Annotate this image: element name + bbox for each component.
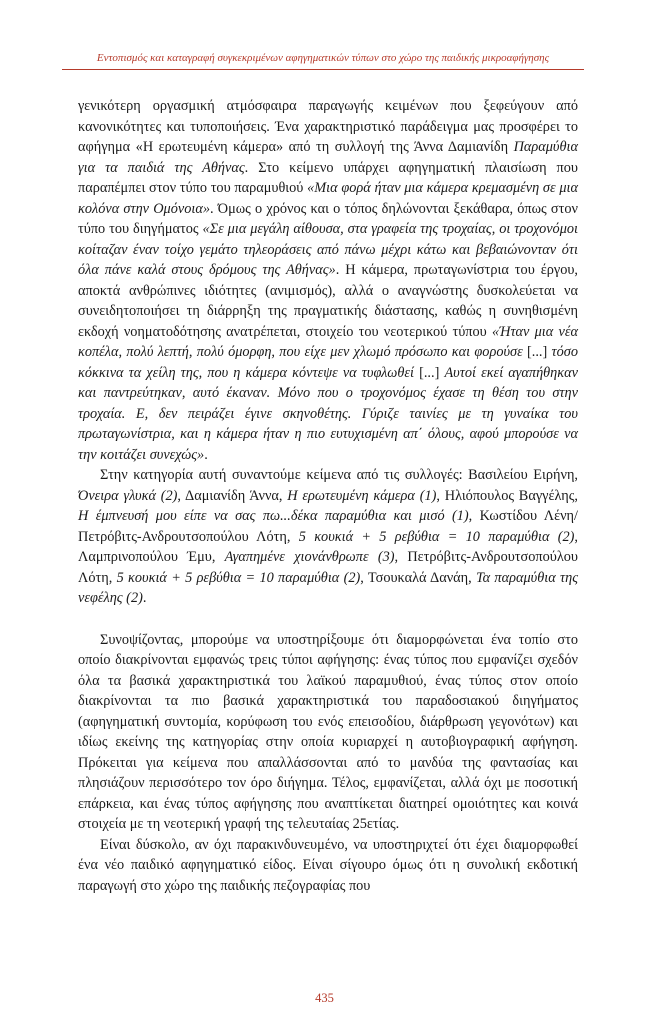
text-run: . Η κάμερα, πρωταγωνίστρια του έργου, αποκτά ανθρώπινες ιδιότητες (ανιμισμός), αλλά ο αναγνώστης δυσκολεύεται να συνειδητοποιήσει τη διάρρηξη της πραγματικής διάστασης, καθώς η συνηθισμένη εκδοχή νοηματοδότησης ανατρέπεται, στοιχείο του νεοτερικού τύπου <box>78 262 578 340</box>
text-run: , Πετρόβιτς-Ανδρουτσοπούλου Λότη, <box>78 549 578 586</box>
italic-text: Η ερωτευμένη κάμερα (1) <box>287 487 437 504</box>
paragraph <box>78 465 578 609</box>
italic-text: Τα παραμύθια της νεφέλης (2) <box>78 569 578 606</box>
italic-text: 5 κουκιά + 5 ρεβύθια = 10 παραμύθια (2) <box>116 569 361 586</box>
italic-text: Αυτοί εκεί αγαπήθηκαν και παντρεύτηκαν, αυτό έκαναν. Μόνο που ο τροχονόμος έχασε τη θέση του στην τροχαία. Ε, δεν πειράζει έγινε σκηνοθέτης. Γύριζε ταινίες με τη γυναίκα του πρωταγωνίστρια, και η κάμερα ήταν η πιο ευτυχισμένη απ΄ όλους, αφού μπορούσε να την κοιτάζει συνεχώς» <box>78 364 578 463</box>
text-run: Στην κατηγορία αυτή συναντούμε κείμενα από τις συλλογές: Βασιλείου Ειρήνη, <box>100 467 578 483</box>
paragraph <box>78 835 578 897</box>
italic-text: Όνειρα γλυκά (2) <box>78 487 178 504</box>
paragraph <box>78 630 578 835</box>
text-run: Είναι δύσκολο, αν όχι παρακινδυνευμένο, να υποστηριχτεί ότι έχει διαμορφωθεί ένα νέο παιδικό αφηγηματικό είδος. Είναι σίγουρο όμως ότι η συνολική εκδοτική παραγωγή στο χώρο της παιδικής πεζογραφίας που <box>78 836 578 894</box>
text-run: , Κωστίδου Λένη/Πετρόβιτς-Ανδρουτσοπούλου Λότη, <box>78 508 578 545</box>
text-run: , Ηλιόπουλος Βαγγέλης, <box>436 487 578 504</box>
text-run: . Στο κείμενο υπάρχει αφηγηματική πλαισίωση που παραπέμπει στον τύπο του παραμυθιού <box>78 159 579 196</box>
running-head: Εντοπισμός και καταγραφή συγκεκριμένων αφηγηματικών τύπων στο χώρο της παιδικής μικροαφήγησης <box>96 52 550 64</box>
header-rule <box>62 69 584 70</box>
paragraph-gap <box>78 609 578 630</box>
italic-text: «Ήταν μια νέα κοπέλα, πολύ λεπτή, πολύ όμορφη, που είχε μεν χλωμό πρόσωπο και φορούσε <box>78 323 578 360</box>
text-run: . Όμως ο χρόνος και ο τόπος δηλώνονται ξεκάθαρα, όπως στον τύπο του διηγήματος <box>78 200 578 237</box>
text-run: [...] <box>527 344 552 360</box>
body-text <box>78 96 578 896</box>
italic-text: Η έμπνευσή μου είπε να σας πω...δέκα παραμύθια και μισό (1) <box>78 508 469 524</box>
paragraph <box>78 96 578 465</box>
text-run: [...] <box>419 364 445 381</box>
italic-text: 5 κουκιά + 5 ρεβύθια = 10 παραμύθια (2) <box>298 528 575 545</box>
text-run: , Λαμπρινοπούλου Έμυ, <box>78 528 578 565</box>
text-run: . <box>142 590 147 606</box>
italic-text: τόσο κόκκινα τα χείλη της, που η κάμερα κόντεψε να τυφλωθεί <box>78 344 578 381</box>
text-run: . <box>204 446 208 463</box>
italic-text: Αγαπημένε χιονάνθρωπε (3) <box>224 549 395 565</box>
text-run: , Τσουκαλά Δανάη, <box>360 569 476 586</box>
italic-text: «Μια φορά ήταν μια κάμερα κρεμασμένη σε μια κολόνα στην Ομόνοια» <box>78 180 578 217</box>
italic-text: «Σε μια μεγάλη αίθουσα, στα γραφεία της τροχαίας, οι τροχονόμοι κοίταζαν έναν τοίχο γεμάτο τηλεοράσεις από πάνω μέχρι κάτω και βεβαιώνονταν ότι όλα πάνε καλά στους δρόμους της Αθήνας» <box>78 221 579 278</box>
italic-text: Παραμύθια για τα παιδιά της Αθήνας <box>78 139 578 176</box>
text-run: γενικότερη οργασμική ατμόσφαιρα παραγωγής κειμένων που ξεφεύγουν από κανονικότητες και τυποποιήσεις. Ένα χαρακτηριστικό παράδειγμα μας προσφέρει το αφήγημα «Η ερωτευμένη κάμερα» από τη συλλογή της Άννα Δαμιανίδη <box>78 98 578 155</box>
text-run: Συνοψίζοντας, μπορούμε να υποστηρίξουμε ότι διαμορφώνεται ένα τοπίο στο οποίο διακρίνονται εμφανώς τρεις τύποι αφήγησης: ένας τύπος που εμφανίζει σχεδόν όλα τα βασικά χαρακτηριστικά του λαϊκού παραμυθιού, ένας τύπος στον οποίο διακρίνονται τα πιο βασικά χαρακτηριστικά του παραδοσιακού διηγήματος (αφηγηματική συντομία, κορύφωση του ενός επεισοδίου, διάρθρωση γεγονότων) και ιδίως εκείνης της κατηγορίας στην οποία κυριαρχεί η αυτοβιογραφική αφήγηση. Πρόκειται για κείμενα που απαλλάσσονται από το μανδύα της φαντασίας και πλησιάζουν περισσότερο τον όρο διήγημα. Τέλος, εμφανίζεται, αλλά όχι με ποσοτική επάρκεια, και ένας τύπος αφήγησης που αναπτίκεται διατηρεί ομοιότητες και κοινά στοιχεία με τη νεοτερική γραφή της τελευταίας 25ετίας. <box>78 631 578 832</box>
text-run: , Δαμιανίδη Άννα, <box>177 487 288 504</box>
page-number: 435 <box>315 991 334 1005</box>
